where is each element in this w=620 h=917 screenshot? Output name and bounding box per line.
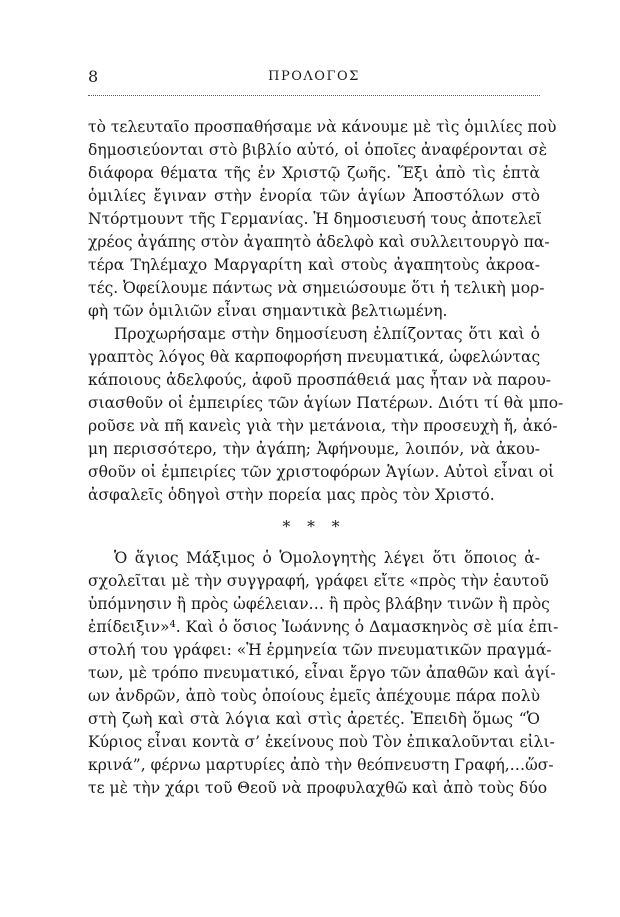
text-line: ἀσφαλεῖς ὁδηγοὶ στὴν πορεία μας πρὸς τὸν Χριστό. (88, 486, 495, 504)
text-line: φὴ τῶν ὁμιλιῶν εἶναι σημαντικὰ βελτιωμένη. (88, 302, 448, 320)
text-line: στὴ ζωὴ καὶ στὰ λόγια καὶ στὶς ἀρετές. Ἐπειδὴ ὅμως “Ὁ (88, 710, 540, 728)
text-line: τές. Ὀφείλουμε πάντως νὰ σημειώσουμε ὅτι ἡ τελικὴ μορ- (88, 279, 545, 297)
text-line: στολή του γράφει: «Ἡ ἑρμηνεία τῶν πνευματικῶν πραγμά- (88, 641, 552, 659)
text-line: Ὁ ἅγιος Μάξιμος ὁ Ὁμολογητὴς λέγει ὅτι ὅποιος ἀ- (114, 549, 540, 567)
text-line: ὑπόμνησιν ἢ πρὸς ὠφέλειαν… ἢ πρὸς βλάβην τινῶν ἢ πρὸς (88, 595, 550, 613)
text-line: κρινά”, φέρνω μαρτυρίες ἀπὸ τὴν θεόπνευστη Γραφή,…ὥσ- (88, 756, 554, 774)
text-line: γραπτὸς λόγος θὰ καρποφορήση πνευματικά, ὠφελώντας (88, 348, 541, 366)
running-title: ΠΡΟΛΟΓΟΣ (268, 69, 360, 84)
section-separator: * * * (282, 518, 346, 536)
body-text (88, 116, 564, 800)
page-header (88, 66, 540, 88)
text-line: σθοῦν οἱ ἐμπειρίες τῶν χριστοφόρων Ἁγίων. Αὐτοὶ εἶναι οἱ (88, 463, 555, 481)
text-line: Προχωρήσαμε στὴν δημοσίευση ἐλπίζοντας ὅτι καὶ ὁ (114, 325, 540, 343)
text-line: Κύριος εἶναι κοντὰ σ’ ἐκείνους ποὺ Τὸν ἐπικαλοῦνται εἰλι- (88, 733, 555, 751)
text-line: ων ἀνδρῶν, ἀπὸ τοὺς ὁποίους ἐμεῖς ἀπέχουμε πάρα πολὺ (88, 687, 540, 705)
text-line: σχολεῖται μὲ τὴν συγγραφή, γράφει εἴτε «πρὸς τὴν ἑαυτοῦ (88, 572, 549, 590)
text-line: κάποιους ἀδελφούς, ἀφοῦ προσπάθειά μας ἦταν νὰ παρου- (88, 371, 552, 389)
text-line: τέρα Τηλέμαχο Μαργαρίτη καὶ στοὺς ἀγαπητοὺς ἀκροα- (88, 256, 540, 274)
paragraph-3 (88, 547, 559, 800)
text-line: διάφορα θέματα τῆς ἐν Χριστῷ ζωῆς. Ἕξι ἀπὸ τὶς ἑπτὰ (88, 164, 540, 182)
text-line: Ντόρτμουντ τῆς Γερμανίας. Ἡ δημοσιευσή τους ἀποτελεῖ (88, 210, 543, 228)
text-line: ροῦσε νὰ πῆ κανεὶς γιὰ τὴν μετάνοια, τὴν προσευχὴ ἤ, ἀκό- (88, 417, 558, 435)
text-line: τὸ τελευταῖο προσπαθήσαμε νὰ κάνουμε μὲ τὶς ὁμιλίες ποὺ (88, 118, 557, 136)
text-line: χρέος ἀγάπης στὸν ἀγαπητὸ ἀδελφὸ καὶ συλλειτουργὸ πα- (88, 233, 550, 251)
text-line: ἐπίδειξιν»⁴. Καὶ ὁ ὅσιος Ἰωάννης ὁ Δαμασκηνὸς σὲ μία ἐπι- (88, 618, 559, 636)
text-line: σιασθοῦν οἱ ἐμπειρίες τῶν ἁγίων Πατέρων. Διότι τί θὰ μπο- (88, 394, 564, 412)
text-line: ὁμιλίες ἔγιναν στὴν ἐνορία τῶν ἁγίων Ἀποστόλων στὸ (88, 187, 540, 205)
page-number: 8 (88, 67, 99, 86)
paragraph-2 (88, 323, 564, 507)
text-line: μη περισσότερο, τὴν ἀγάπη; Ἀφήνουμε, λοιπόν, νὰ ἀκου- (88, 440, 540, 458)
text-line: τε μὲ τὴν χάρι τοῦ Θεοῦ νὰ προφυλαχθῶ καὶ ἀπὸ τοὺς δύο (88, 779, 548, 797)
paragraph-1 (88, 116, 557, 323)
text-line: δημοσιεύονται στὸ βιβλίο αὐτό, οἱ ὁποῖες ἀναφέρονται σὲ (88, 141, 548, 159)
text-line: των, μὲ τρόπο πνευματικό, εἶναι ἔργο τῶν ἀπαθῶν καὶ ἁγί- (88, 664, 556, 682)
header-rule (88, 95, 540, 96)
